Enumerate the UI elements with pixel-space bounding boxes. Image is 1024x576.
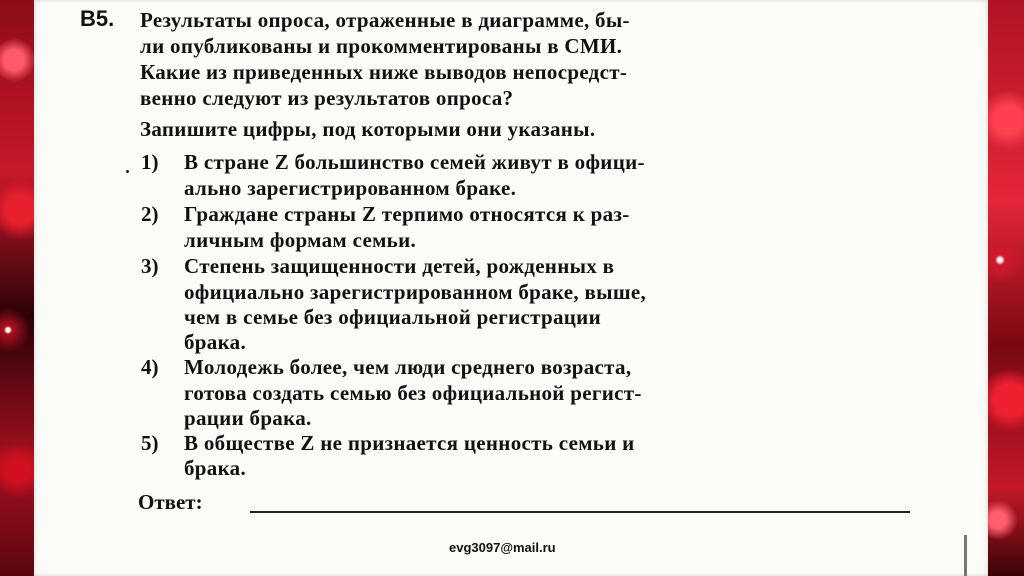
option-line: готова создать семью без официальной регист- xyxy=(184,381,642,405)
decorative-right-border xyxy=(988,0,1024,576)
instruction-line: Запишите цифры, под которыми они указаны. xyxy=(140,117,596,141)
page-edge-mark xyxy=(964,535,967,576)
question-line: венно следуют из результатов опроса? xyxy=(140,86,514,110)
option-number: 1) xyxy=(141,150,159,174)
answer-label: Ответ: xyxy=(138,490,203,514)
option-line: рации брака. xyxy=(184,406,312,430)
question-line: Какие из приведенных ниже выводов непосредст- xyxy=(140,60,628,84)
option-line: брака. xyxy=(184,330,247,354)
decorative-left-border xyxy=(0,0,34,576)
option-line: личным формам семьи. xyxy=(184,228,417,252)
option-line: чем в семье без официальной регистрации xyxy=(184,305,601,329)
option-line: Молодежь более, чем люди среднего возраста, xyxy=(184,355,632,379)
option-number: 3) xyxy=(141,254,159,278)
stray-dot xyxy=(126,170,129,173)
task-number: B5. xyxy=(80,6,115,31)
option-line: официально зарегистрированном браке, выше, xyxy=(184,280,647,304)
option-line: В обществе Z не признается ценность семьи и xyxy=(184,431,635,455)
option-line: В стране Z большинство семей живут в офици- xyxy=(184,150,645,174)
option-number: 2) xyxy=(141,202,159,226)
option-line: брака. xyxy=(184,456,247,480)
question-line: ли опубликованы и прокомментированы в СМИ. xyxy=(140,34,623,58)
option-line: Граждане страны Z терпимо относятся к раз- xyxy=(184,202,630,226)
author-email: evg3097@mail.ru xyxy=(449,540,556,555)
option-line: Степень защищенности детей, рожденных в xyxy=(184,254,615,278)
question-line: Результаты опроса, отраженные в диаграмме, бы- xyxy=(140,8,630,32)
option-line: ально зарегистрированном браке. xyxy=(184,176,517,200)
worksheet-page xyxy=(34,0,988,576)
option-number: 5) xyxy=(141,431,159,455)
answer-input-line[interactable] xyxy=(250,511,910,513)
option-number: 4) xyxy=(141,355,159,379)
